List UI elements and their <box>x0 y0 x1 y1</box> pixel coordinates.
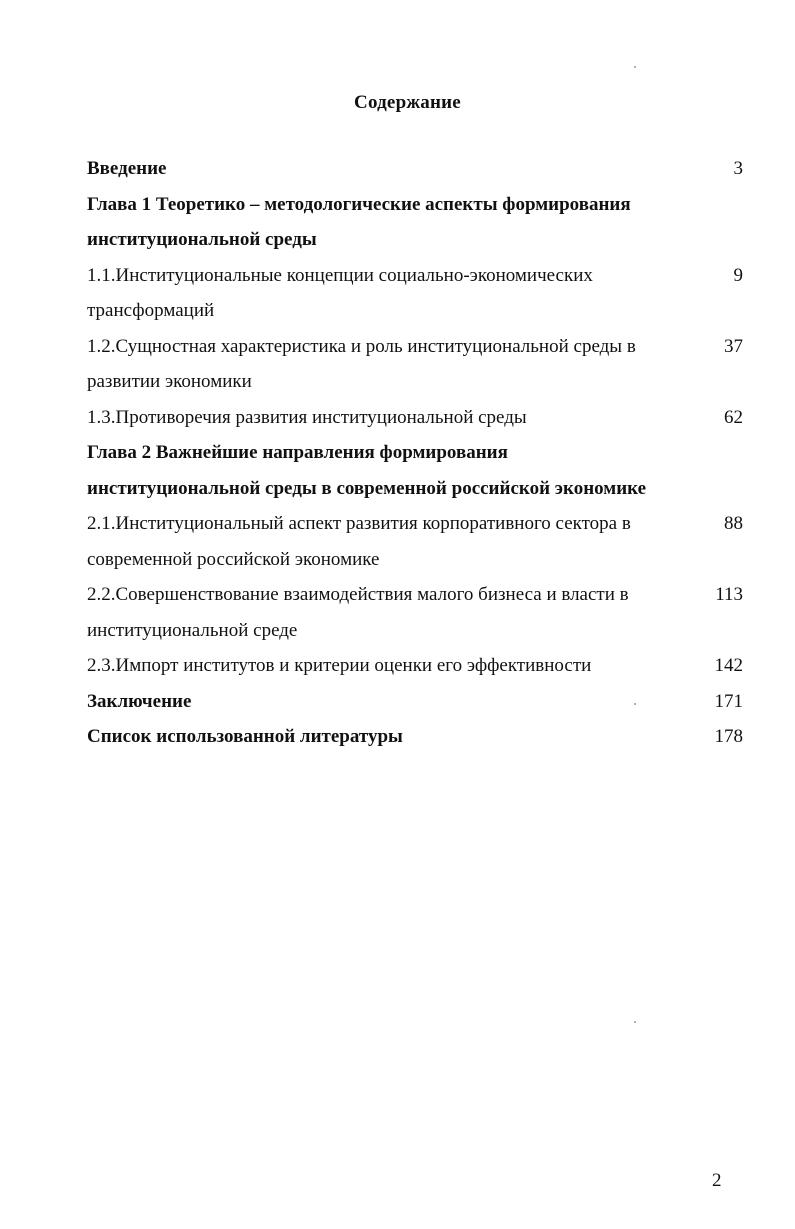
page-title: Содержание <box>354 92 461 113</box>
toc-entry-text: Глава 2 Важнейшие направления формирования <box>87 442 508 463</box>
toc-entry-introduction[interactable] <box>87 151 743 187</box>
toc-entry-section-2-2[interactable] <box>87 577 743 613</box>
toc-entry-page: 9 <box>733 264 743 286</box>
toc-entry-conclusion[interactable] <box>87 684 743 720</box>
toc-entry-section-2-1-cont[interactable] <box>87 542 743 578</box>
toc-entry-chapter-1[interactable] <box>87 187 743 223</box>
page-number: 2 <box>712 1170 722 1191</box>
toc-entry-section-1-2-cont[interactable] <box>87 364 743 400</box>
toc-entry-page: 88 <box>724 513 743 534</box>
toc-entry-text: 1.3.Противоречия развития институциональной среды <box>87 406 527 428</box>
toc-entry-text: 2.1.Институциональный аспект развития корпоративного сектора в <box>87 513 631 534</box>
toc-entry-text: Список использованной литературы <box>87 726 403 747</box>
toc-entry-section-1-3[interactable] <box>87 400 743 436</box>
toc-entry-text: институциональной среды в современной российской экономике <box>87 477 647 499</box>
toc-entry-page: 142 <box>714 655 743 676</box>
toc-entry-text: 1.1.Институциональные концепции социально-экономических <box>87 264 593 286</box>
toc-entry-text: институциональной среде <box>87 619 298 641</box>
toc-entry-section-1-1[interactable] <box>87 258 743 294</box>
scan-speck <box>634 66 636 68</box>
toc-entry-page: 62 <box>724 406 743 428</box>
toc-entry-text: 2.3.Импорт институтов и критерии оценки его эффективности <box>87 655 592 676</box>
toc-entry-section-2-2-cont[interactable] <box>87 613 743 649</box>
toc-entry-text: Заключение <box>87 690 192 712</box>
toc-entry-section-1-1-cont[interactable] <box>87 293 743 329</box>
toc-entry-page: 171 <box>714 690 743 712</box>
toc-entry-references[interactable] <box>87 719 743 755</box>
toc-entry-page: 178 <box>714 726 743 747</box>
toc-entry-section-1-2[interactable] <box>87 329 743 365</box>
toc-entry-chapter-2[interactable] <box>87 435 743 471</box>
toc-entry-chapter-2-cont[interactable] <box>87 471 743 507</box>
toc-entry-text: современной российской экономике <box>87 548 380 570</box>
scan-speck <box>634 1021 636 1023</box>
toc-entry-section-2-3[interactable] <box>87 648 743 684</box>
scan-speck <box>634 703 636 705</box>
toc-entry-text: Глава 1 Теоретико – методологические аспекты формирования <box>87 193 631 215</box>
table-of-contents <box>87 151 743 755</box>
toc-entry-chapter-1-cont[interactable] <box>87 222 743 258</box>
toc-entry-text: 2.2.Совершенствование взаимодействия малого бизнеса и власти в <box>87 584 629 605</box>
toc-entry-page: 113 <box>715 584 743 605</box>
toc-entry-text: трансформаций <box>87 300 215 321</box>
toc-entry-text: институциональной среды <box>87 229 317 250</box>
toc-entry-page: 37 <box>724 335 743 357</box>
toc-entry-page: 3 <box>733 158 743 179</box>
toc-entry-text: 1.2.Сущностная характеристика и роль институциональной среды в <box>87 335 636 357</box>
toc-entry-text: развитии экономики <box>87 371 252 392</box>
toc-entry-section-2-1[interactable] <box>87 506 743 542</box>
toc-entry-text: Введение <box>87 158 167 179</box>
